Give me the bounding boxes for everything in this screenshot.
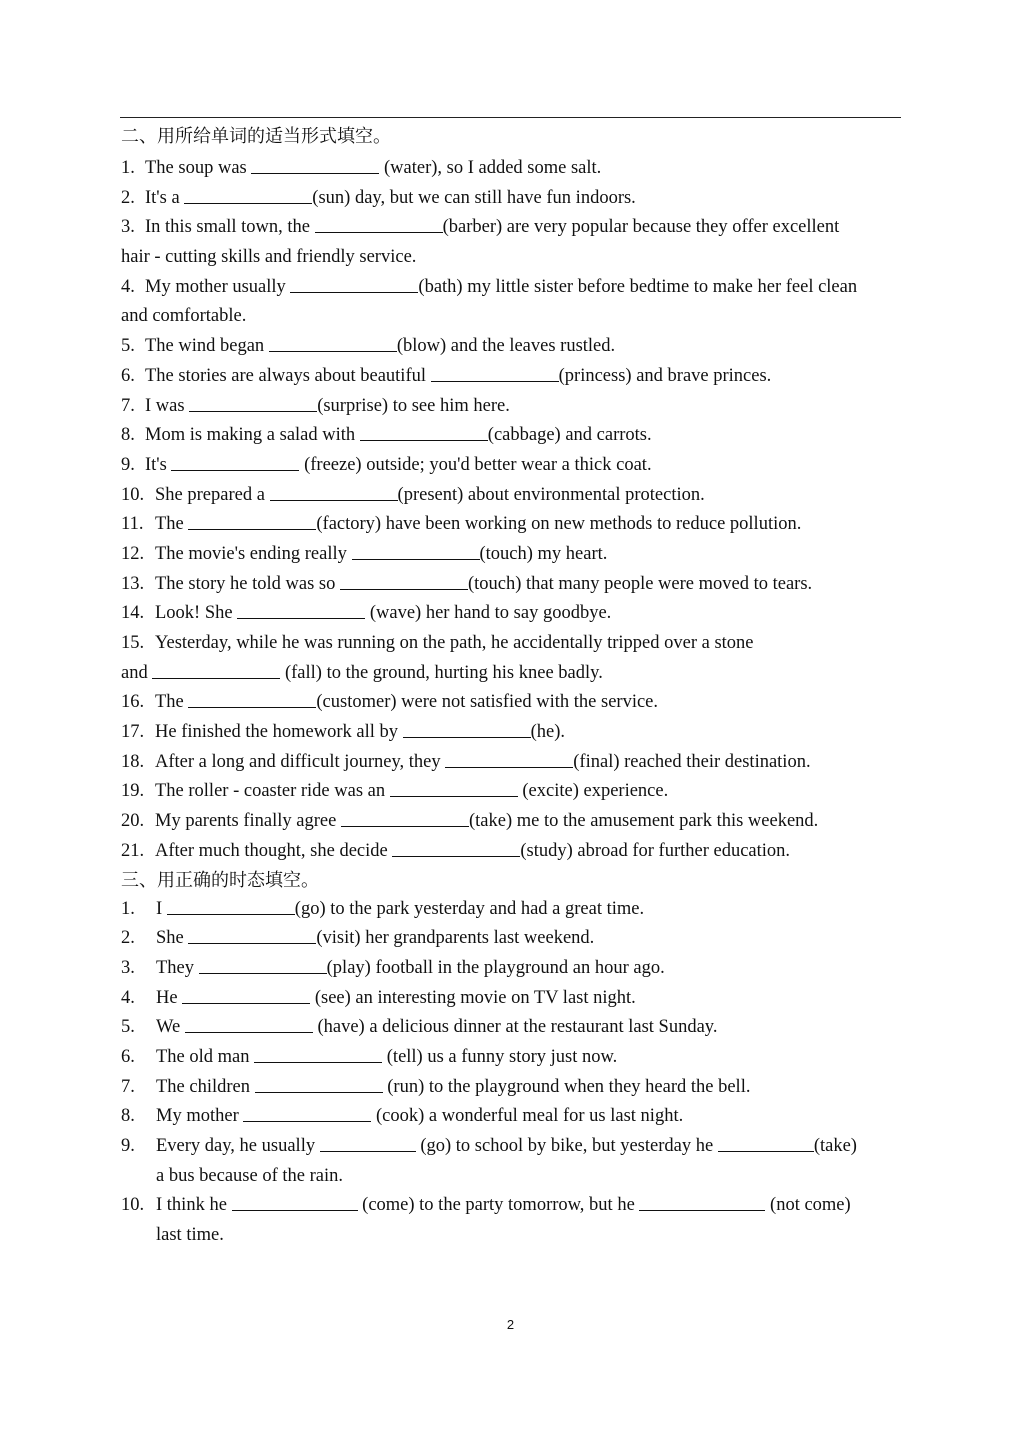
question-text — [156, 1162, 343, 1192]
question-text — [155, 688, 658, 718]
question-number: 6. — [121, 365, 135, 386]
text-segment: Yesterday, while he was running on the path, he accidentally tripped over a stone — [155, 633, 754, 653]
question-number: 4. — [121, 987, 135, 1008]
text-segment: (wave) her hand to say goodbye. — [365, 603, 612, 624]
question-text — [145, 213, 839, 243]
text-segment: (go) to the park yesterday and had a great time. — [294, 898, 645, 919]
question-item — [121, 362, 911, 392]
answer-blank[interactable] — [167, 896, 295, 915]
answer-blank[interactable] — [431, 363, 559, 382]
question-number: 21. — [121, 840, 145, 861]
text-segment: The roller - coaster ride was an — [155, 781, 390, 802]
question-text — [155, 599, 611, 629]
text-segment: My mother — [156, 1106, 244, 1127]
question-item — [121, 273, 911, 332]
question-number: 11. — [121, 514, 144, 535]
answer-blank[interactable] — [352, 541, 480, 560]
text-segment: The — [155, 692, 189, 713]
question-number: 1. — [121, 898, 135, 919]
question-text — [145, 421, 652, 451]
question-item — [121, 629, 911, 688]
question-number: 3. — [121, 217, 135, 238]
answer-blank[interactable] — [290, 274, 418, 293]
question-line — [121, 540, 911, 570]
question-number: 14. — [121, 603, 145, 624]
text-segment: (he). — [530, 722, 566, 743]
question-number: 2. — [121, 928, 135, 949]
question-item — [121, 777, 911, 807]
question-line — [121, 1132, 911, 1162]
text-segment: The stories are always about beautiful — [145, 365, 431, 386]
question-item — [121, 718, 911, 748]
text-segment: My mother usually — [145, 276, 291, 297]
question-text — [121, 302, 246, 332]
question-line — [121, 392, 911, 422]
question-line — [121, 302, 911, 332]
text-segment: (go) to school by bike, but yesterday he — [415, 1136, 718, 1156]
question-line — [121, 362, 911, 392]
question-number: 19. — [121, 781, 145, 802]
question-item — [121, 954, 911, 984]
text-segment: Look! She — [155, 603, 238, 624]
question-text — [145, 332, 615, 362]
answer-blank[interactable] — [341, 808, 469, 827]
question-item — [121, 1013, 911, 1043]
question-item — [121, 924, 911, 954]
question-item — [121, 807, 911, 837]
question-item — [121, 481, 911, 511]
question-item — [121, 1043, 911, 1073]
text-segment: (see) an interesting movie on TV last night. — [310, 987, 636, 1008]
text-segment: She prepared a — [155, 484, 270, 505]
question-item — [121, 1191, 911, 1250]
question-line — [121, 659, 911, 689]
answer-blank[interactable] — [320, 1133, 416, 1152]
text-segment: (customer) were not satisfied with the service. — [316, 692, 659, 713]
text-segment: I was — [145, 395, 190, 416]
question-text — [121, 243, 416, 273]
text-segment: It's — [145, 454, 172, 475]
question-number: 5. — [121, 1017, 135, 1038]
question-line — [121, 421, 911, 451]
question-line — [121, 807, 911, 837]
text-segment: (blow) and the leaves rustled. — [396, 336, 616, 357]
question-text — [155, 837, 790, 867]
answer-blank[interactable] — [184, 185, 312, 204]
question-number: 7. — [121, 395, 135, 416]
question-number: 20. — [121, 811, 145, 832]
question-line — [121, 1043, 911, 1073]
answer-blank[interactable] — [189, 393, 317, 412]
text-segment: (tell) us a funny story just now. — [382, 1046, 618, 1067]
answer-blank[interactable] — [188, 689, 316, 708]
question-item — [121, 984, 911, 1014]
question-line — [121, 243, 911, 273]
question-item — [121, 688, 911, 718]
question-text — [145, 392, 510, 422]
question-number: 9. — [121, 1136, 135, 1156]
text-segment: (touch) that many people were moved to tears. — [467, 573, 813, 594]
text-segment: (barber) are very popular because they offer excellent — [442, 217, 840, 238]
question-line — [121, 718, 911, 748]
text-segment: (factory) have been working on new methods to reduce pollution. — [316, 514, 802, 535]
worksheet-content — [121, 120, 911, 1251]
question-text — [155, 481, 705, 511]
question-text — [156, 924, 594, 954]
text-segment: (study) abroad for further education. — [520, 840, 791, 861]
section-3-list — [121, 895, 911, 1251]
question-text — [155, 570, 812, 600]
text-segment: We — [156, 1017, 185, 1038]
question-text — [156, 895, 644, 925]
text-segment: (sun) day, but we can still have fun indoors. — [312, 187, 636, 208]
text-segment: (bath) my little sister before bedtime to make her feel clean — [418, 276, 858, 297]
answer-blank[interactable] — [188, 925, 316, 944]
question-line — [121, 629, 911, 659]
text-segment: (surprise) to see him here. — [317, 395, 510, 416]
answer-blank[interactable] — [199, 955, 327, 974]
question-line — [121, 924, 911, 954]
answer-blank[interactable] — [182, 985, 310, 1004]
question-text — [156, 1043, 617, 1073]
question-number: 12. — [121, 543, 145, 564]
text-segment: and — [121, 662, 153, 683]
text-segment: (present) about environmental protection. — [397, 484, 705, 505]
question-text — [145, 273, 857, 303]
question-text — [156, 1132, 857, 1162]
question-line — [121, 1102, 911, 1132]
question-item — [121, 1102, 911, 1132]
question-item — [121, 392, 911, 422]
question-number: 4. — [121, 276, 135, 297]
question-number: 10. — [121, 484, 145, 505]
question-item — [121, 451, 911, 481]
text-segment: They — [156, 957, 199, 978]
question-line — [121, 777, 911, 807]
answer-blank[interactable] — [152, 660, 280, 679]
answer-blank[interactable] — [360, 422, 488, 441]
question-text — [155, 718, 565, 748]
text-segment: (water), so I added some salt. — [379, 158, 602, 178]
question-number: 17. — [121, 722, 145, 743]
question-text — [155, 807, 818, 837]
question-text — [145, 184, 636, 214]
question-line — [121, 837, 911, 867]
question-line — [121, 213, 911, 243]
question-text — [156, 1073, 750, 1103]
question-number: 5. — [121, 336, 135, 357]
question-item — [121, 895, 911, 925]
answer-blank[interactable] — [171, 452, 299, 471]
answer-blank[interactable] — [340, 571, 468, 590]
answer-blank[interactable] — [445, 749, 573, 768]
question-line — [121, 1191, 911, 1221]
question-item — [121, 154, 911, 184]
text-segment: hair - cutting skills and friendly service. — [121, 247, 417, 268]
answer-blank[interactable] — [403, 719, 531, 738]
answer-blank[interactable] — [392, 838, 520, 857]
answer-blank[interactable] — [185, 1014, 313, 1033]
question-text — [156, 1102, 683, 1132]
answer-blank[interactable] — [255, 1074, 383, 1093]
text-segment: The wind began — [145, 336, 269, 357]
answer-blank[interactable] — [254, 1044, 382, 1063]
section-2-heading: 二、用所给单词的适当形式填空。 — [121, 126, 391, 147]
question-line — [121, 184, 911, 214]
question-line — [121, 688, 911, 718]
question-item — [121, 332, 911, 362]
text-segment: (freeze) outside; you'd better wear a thick coat. — [299, 454, 652, 475]
text-segment: (final) reached their destination. — [573, 751, 811, 772]
question-line — [121, 1162, 911, 1192]
text-segment: The old man — [156, 1046, 255, 1067]
text-segment: a bus because of the rain. — [156, 1165, 343, 1186]
question-item — [121, 421, 911, 451]
text-segment: (take) — [813, 1136, 857, 1156]
question-item — [121, 570, 911, 600]
question-number: 9. — [121, 454, 135, 475]
question-line — [121, 748, 911, 778]
question-text — [155, 629, 754, 659]
question-text — [156, 1221, 224, 1251]
text-segment: He — [156, 987, 183, 1008]
text-segment: (have) a delicious dinner at the restaurant last Sunday. — [312, 1017, 718, 1038]
question-line — [121, 1221, 911, 1251]
page-number: 2 — [506, 1317, 515, 1332]
section-2-list — [121, 154, 911, 867]
question-line — [121, 451, 911, 481]
text-segment: I think he — [156, 1195, 232, 1216]
question-line — [121, 154, 911, 184]
question-item — [121, 1132, 911, 1191]
text-segment: and comfortable. — [121, 306, 247, 327]
text-segment: (cabbage) and carrots. — [487, 425, 652, 446]
text-segment: It's a — [145, 187, 185, 208]
text-segment: (excite) experience. — [517, 781, 669, 802]
question-item — [121, 184, 911, 214]
header-rule — [120, 117, 901, 118]
text-segment: He finished the homework all by — [155, 722, 403, 743]
text-segment: (run) to the playground when they heard the bell. — [382, 1076, 751, 1097]
question-item — [121, 540, 911, 570]
text-segment: The — [155, 514, 189, 535]
question-number: 1. — [121, 158, 135, 178]
question-text — [156, 1013, 717, 1043]
text-segment: Mom is making a salad with — [145, 425, 360, 446]
question-number: 3. — [121, 957, 135, 978]
question-line — [121, 895, 911, 925]
question-text — [155, 748, 811, 778]
text-segment: My parents finally agree — [155, 811, 341, 832]
text-segment: The story he told was so — [155, 573, 340, 594]
question-text — [155, 510, 801, 540]
question-item — [121, 213, 911, 272]
question-number: 6. — [121, 1046, 135, 1067]
answer-blank[interactable] — [232, 1192, 358, 1211]
question-text — [156, 954, 665, 984]
question-text — [145, 362, 771, 392]
question-text — [145, 451, 652, 481]
text-segment: (princess) and brave princes. — [558, 365, 772, 386]
text-segment: (take) me to the amusement park this weekend. — [468, 811, 819, 832]
answer-blank[interactable] — [639, 1192, 765, 1211]
question-number: 13. — [121, 573, 145, 594]
question-number: 8. — [121, 1106, 135, 1127]
question-line — [121, 954, 911, 984]
text-segment: (cook) a wonderful meal for us last night. — [371, 1106, 684, 1127]
answer-blank[interactable] — [270, 482, 398, 501]
question-line — [121, 481, 911, 511]
text-segment: I — [156, 898, 167, 919]
question-item — [121, 748, 911, 778]
question-line — [121, 599, 911, 629]
text-segment: The soup was — [145, 158, 252, 178]
question-line — [121, 510, 911, 540]
text-segment: After much thought, she decide — [155, 840, 393, 861]
question-line — [121, 332, 911, 362]
answer-blank[interactable] — [315, 214, 443, 233]
text-segment: (not come) — [765, 1195, 851, 1216]
answer-blank[interactable] — [390, 778, 518, 797]
text-segment: (play) football in the playground an hour ago. — [326, 957, 665, 978]
answer-blank[interactable] — [269, 333, 397, 352]
question-text — [145, 154, 601, 184]
question-line — [121, 1013, 911, 1043]
text-segment: Every day, he usually — [156, 1136, 320, 1156]
question-text — [155, 540, 607, 570]
text-segment: (fall) to the ground, hurting his knee badly. — [280, 662, 603, 683]
text-segment: (touch) my heart. — [479, 543, 608, 564]
question-line — [121, 570, 911, 600]
answer-blank[interactable] — [718, 1133, 814, 1152]
question-line — [121, 1073, 911, 1103]
question-item — [121, 510, 911, 540]
text-segment: The movie's ending really — [155, 543, 352, 564]
question-number: 15. — [121, 633, 145, 653]
text-segment: The children — [156, 1076, 255, 1097]
question-text — [156, 1191, 851, 1221]
question-item — [121, 837, 911, 867]
text-segment: (come) to the party tomorrow, but he — [357, 1195, 640, 1216]
question-number: 8. — [121, 425, 135, 446]
answer-blank[interactable] — [243, 1103, 371, 1122]
question-number: 16. — [121, 692, 145, 713]
question-text — [155, 777, 668, 807]
answer-blank[interactable] — [237, 600, 365, 619]
text-segment: last time. — [156, 1225, 224, 1246]
text-segment: After a long and difficult journey, they — [155, 751, 446, 772]
answer-blank[interactable] — [188, 511, 316, 530]
text-segment: She — [156, 928, 189, 949]
text-segment: In this small town, the — [145, 217, 315, 238]
question-item — [121, 599, 911, 629]
question-number: 18. — [121, 751, 145, 772]
question-number: 7. — [121, 1076, 135, 1097]
question-text — [121, 659, 603, 689]
question-number: 2. — [121, 187, 135, 208]
question-line — [121, 984, 911, 1014]
section-3-heading: 三、用正确的时态填空。 — [121, 869, 319, 891]
question-number: 10. — [121, 1195, 145, 1216]
question-line — [121, 273, 911, 303]
question-text — [156, 984, 636, 1014]
question-item — [121, 1073, 911, 1103]
answer-blank[interactable] — [251, 155, 379, 174]
text-segment: (visit) her grandparents last weekend. — [316, 928, 595, 949]
